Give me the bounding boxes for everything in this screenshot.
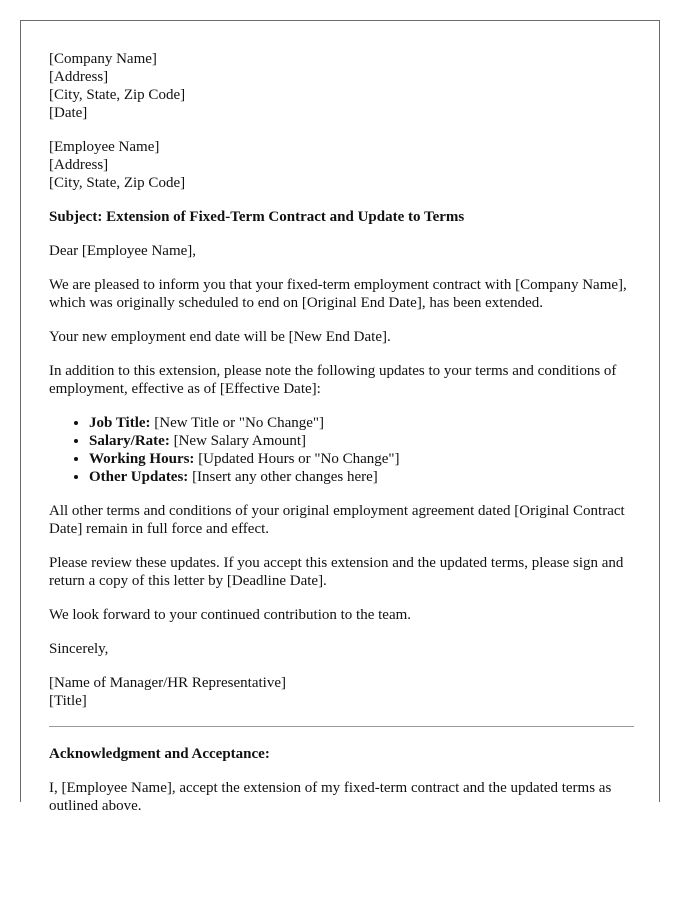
recipient-address: [Address] bbox=[49, 157, 109, 173]
update-value: [New Salary Amount] bbox=[169, 433, 307, 449]
recipient-block bbox=[49, 138, 634, 192]
section-divider bbox=[49, 726, 634, 727]
intro-paragraph: We are pleased to inform you that your fixed-term employment contract with [Company Name], which was originally scheduled to end on [Original End Date], has been extended. bbox=[49, 277, 627, 311]
other-terms-paragraph: All other terms and conditions of your original employment agreement dated [Original Contract Date] remain in full force and effect. bbox=[49, 503, 625, 537]
updates-list bbox=[49, 414, 634, 486]
salutation: Dear [Employee Name], bbox=[49, 243, 197, 259]
new-end-date-paragraph: Your new employment end date will be [New End Date]. bbox=[49, 329, 391, 345]
signer-title: [Title] bbox=[49, 693, 87, 709]
update-item-job-title bbox=[89, 414, 634, 432]
closing-salutation: Sincerely, bbox=[49, 641, 109, 657]
acknowledgment-text: I, [Employee Name], accept the extension of my fixed-term contract and the updated terms as outlined above. bbox=[49, 780, 612, 814]
letter-page bbox=[20, 20, 660, 814]
update-value: [New Title or "No Change"] bbox=[150, 415, 325, 431]
update-label: Working Hours: bbox=[89, 451, 195, 467]
update-label: Job Title: bbox=[89, 415, 151, 431]
sender-city-state-zip: [City, State, Zip Code] bbox=[49, 87, 186, 103]
update-item-working-hours bbox=[89, 450, 634, 468]
update-item-salary bbox=[89, 432, 634, 450]
review-paragraph: Please review these updates. If you accept this extension and the updated terms, please sign and return a copy of this letter by [Deadline Date]. bbox=[49, 555, 624, 589]
acknowledgment-heading: Acknowledgment and Acceptance: bbox=[49, 746, 270, 762]
subject-line: Subject: Extension of Fixed-Term Contract and Update to Terms bbox=[49, 209, 465, 225]
updates-intro-paragraph: In addition to this extension, please note the following updates to your terms and conditions of employment, effective as of [Effective Date]: bbox=[49, 363, 617, 397]
update-label: Other Updates: bbox=[89, 469, 189, 485]
sender-address: [Address] bbox=[49, 69, 109, 85]
letter-date: [Date] bbox=[49, 105, 88, 121]
recipient-city-state-zip: [City, State, Zip Code] bbox=[49, 175, 186, 191]
recipient-name: [Employee Name] bbox=[49, 139, 160, 155]
closing-note-paragraph: We look forward to your continued contribution to the team. bbox=[49, 607, 412, 623]
signer-name: [Name of Manager/HR Representative] bbox=[49, 675, 286, 691]
update-value: [Insert any other changes here] bbox=[188, 469, 378, 485]
sender-company-name: [Company Name] bbox=[49, 51, 157, 67]
update-item-other bbox=[89, 468, 634, 486]
signature-block bbox=[49, 674, 634, 710]
update-value: [Updated Hours or "No Change"] bbox=[194, 451, 400, 467]
sender-block bbox=[49, 50, 634, 122]
update-label: Salary/Rate: bbox=[89, 433, 170, 449]
letter-content bbox=[49, 50, 634, 831]
